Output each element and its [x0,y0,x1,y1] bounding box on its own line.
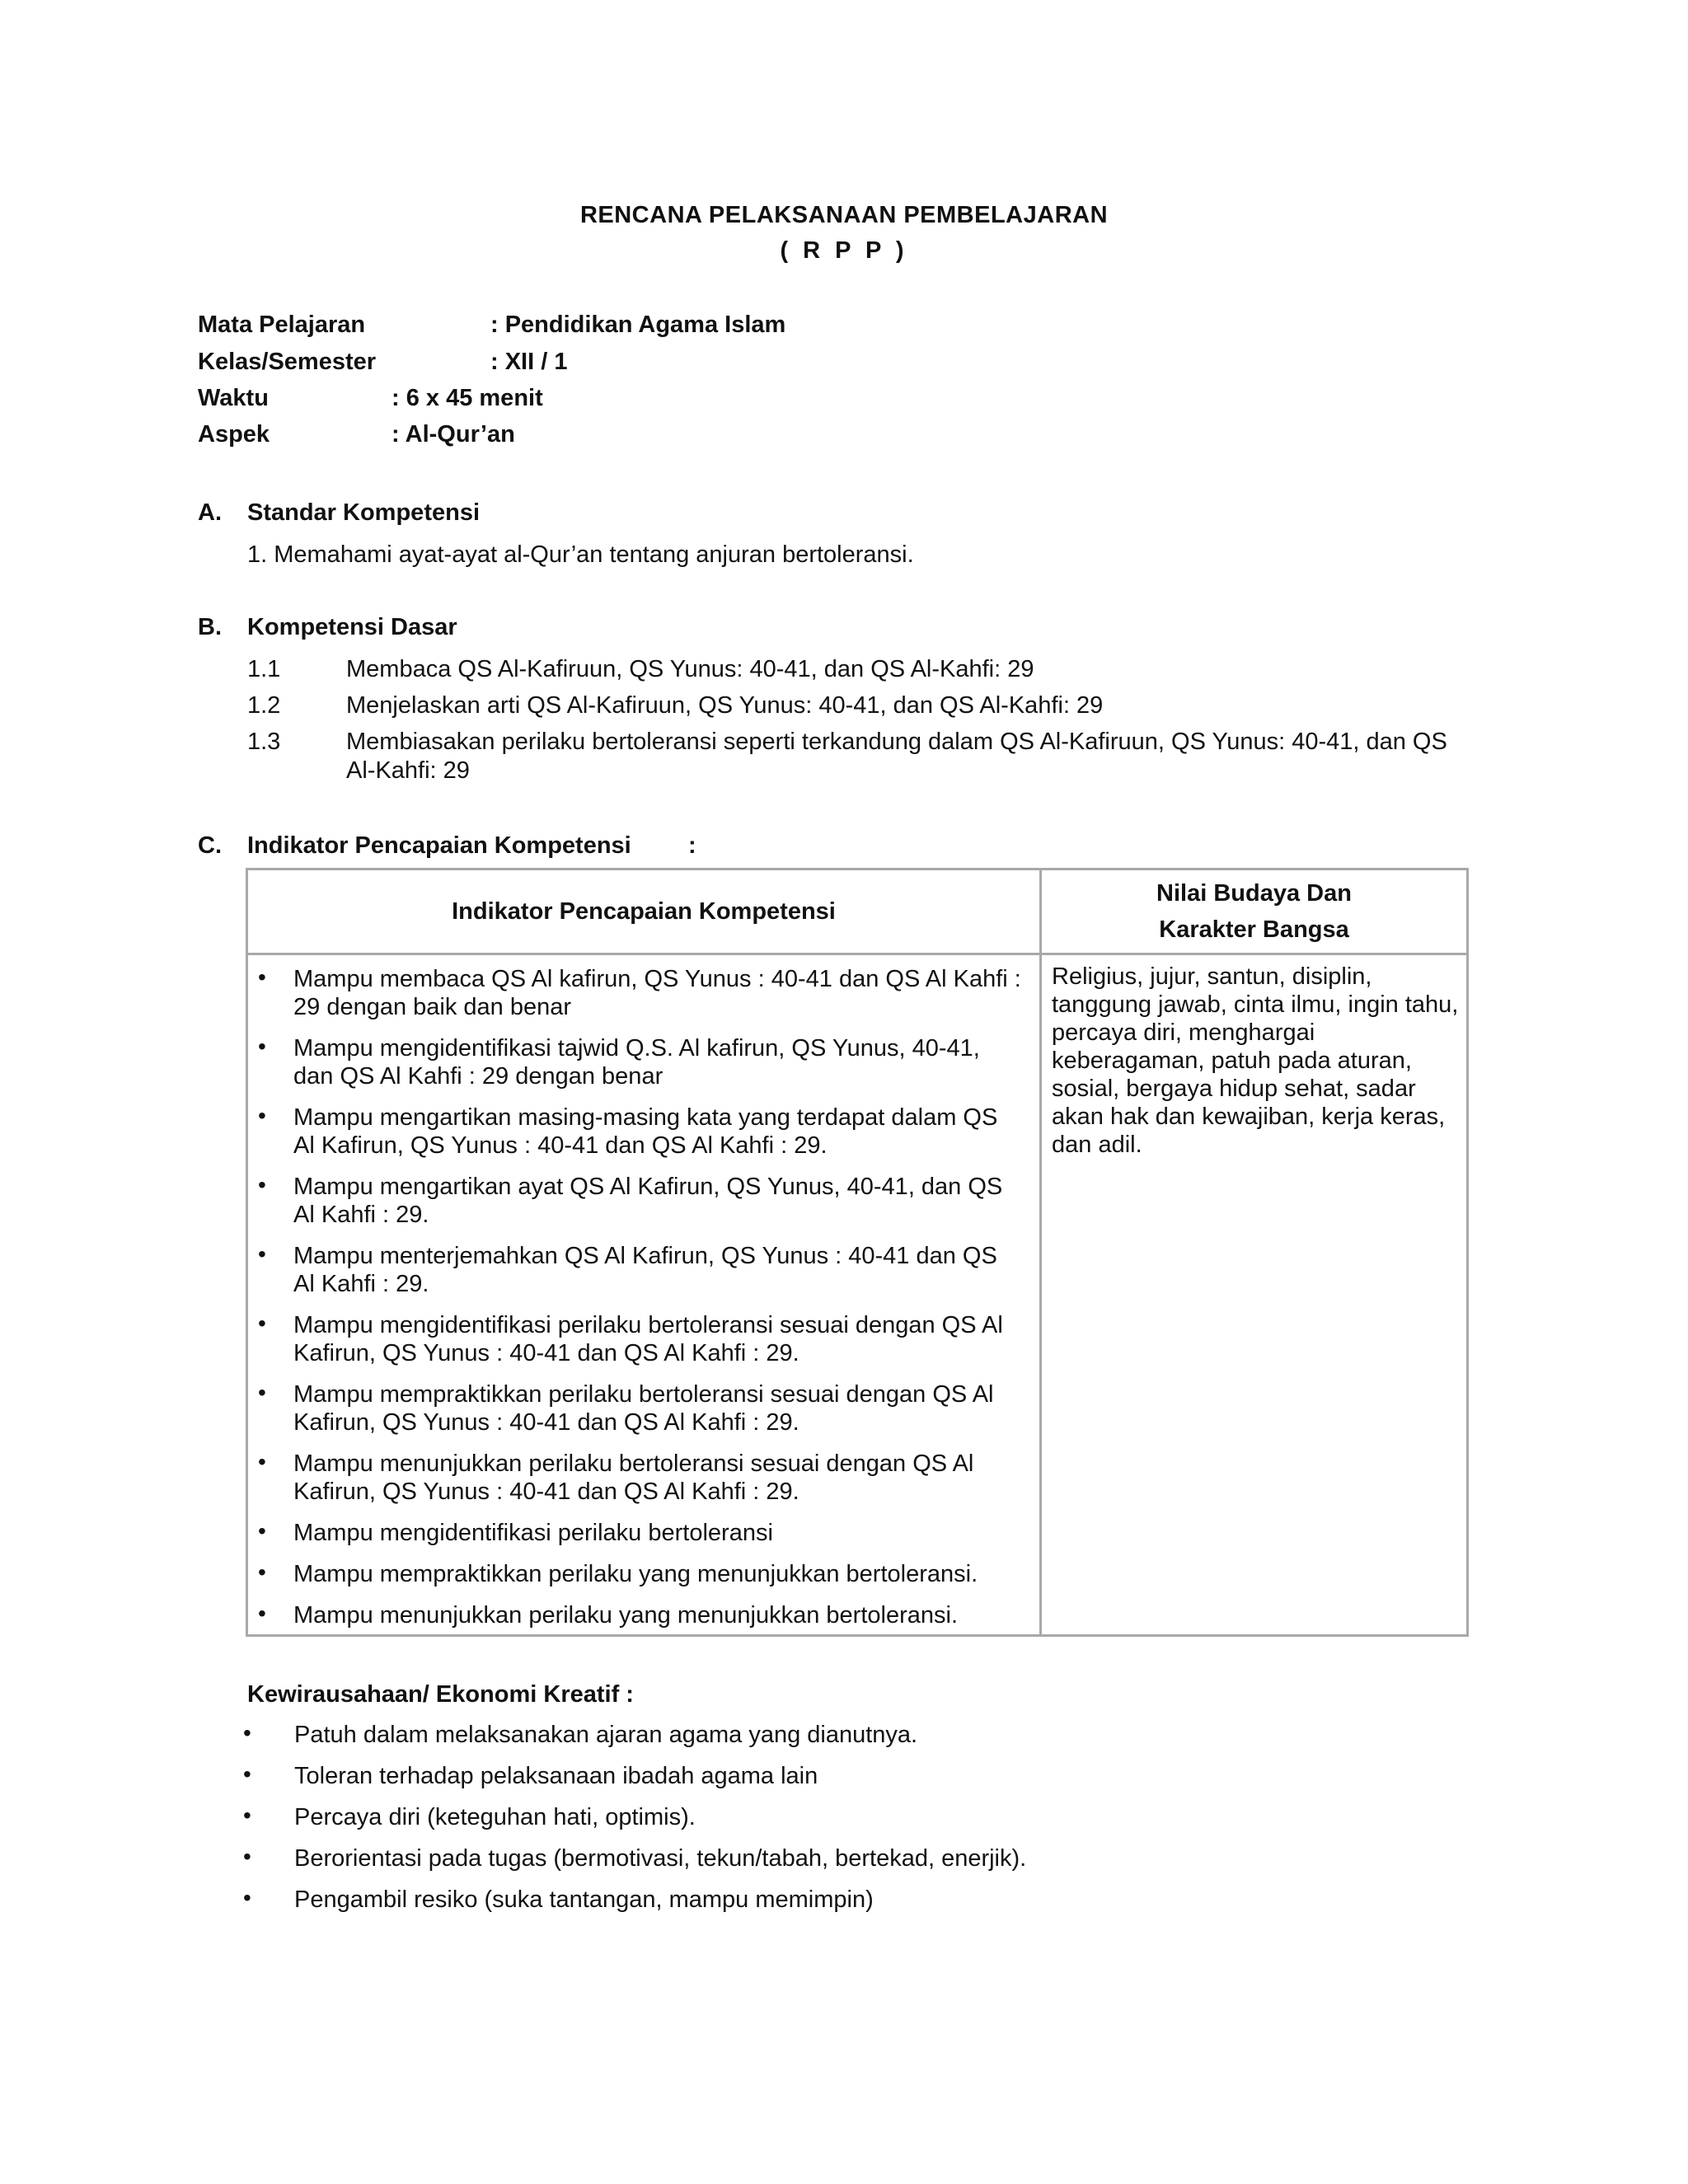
mata-pelajaran-label: Mata Pelajaran [198,312,366,338]
list-item [243,1718,1397,1760]
waktu-label: Waktu [198,385,269,411]
list-item [248,1173,1039,1229]
kompetensi-dasar-item [247,728,1467,785]
indikator-text: Mampu mempraktikkan perilaku bertoleransi sesuai dengan QS Al Kafirun, QS Yunus : 40-41 dan QS Al Kahfi : 29. [293,1381,994,1436]
waktu-value: : 6 x 45 menit [392,385,543,411]
section-b-title: Kompetensi Dasar [247,614,457,640]
list-item [248,965,1039,1021]
list-item [248,1242,1039,1298]
indikator-text: Mampu mengidentifikasi perilaku bertoleransi [293,1520,773,1546]
indikator-text: Mampu mengidentifikasi perilaku bertoleransi sesuai dengan QS Al Kafirun, QS Yunus : 40-41 dan QS Al Kahfi : 29. [293,1312,1003,1366]
kewirausahaan-text: Toleran terhadap pelaksanaan ibadah agama lain [294,1763,818,1789]
table-header-nilai [1042,870,1466,953]
list-item [243,1842,1397,1883]
bullet-icon: • [258,1103,266,1128]
document-subtitle: ( R P P ) [780,237,908,264]
section-b-letter: B. [198,614,222,640]
list-item [248,1311,1039,1367]
indikator-text: Mampu menunjukkan perilaku bertoleransi sesuai dengan QS Al Kafirun, QS Yunus : 40-41 dan QS Al Kahfi : 29. [293,1451,974,1505]
indikator-text: Mampu mengartikan masing-masing kata yang terdapat dalam QS Al Kafirun, QS Yunus : 40-41 dan QS Al Kahfi : 29. [293,1104,998,1159]
table-header-indikator: Indikator Pencapaian Kompetensi [452,898,836,925]
kompetensi-dasar-text: Membiasakan perilaku bertoleransi seperti terkandung dalam QS Al-Kafiruun, QS Yunus: 40-41, dan QS Al-Kahfi: 29 [346,729,1447,784]
bullet-icon: • [258,1241,266,1267]
bullet-icon: • [258,1310,266,1336]
list-item [248,1380,1039,1436]
aspek-label: Aspek [198,421,270,448]
list-item [248,1560,1039,1588]
section-a-title: Standar Kompetensi [247,499,480,526]
kompetensi-dasar-item [247,655,1467,684]
kompetensi-dasar-item [247,691,1467,720]
kompetensi-dasar-number: 1.2 [247,692,281,719]
indikator-text: Mampu mengartikan ayat QS Al Kafirun, QS Yunus, 40-41, dan QS Al Kahfi : 29. [293,1174,1003,1228]
bullet-icon: • [258,1601,266,1626]
table-header-nilai-line2: Karakter Bangsa [1159,916,1349,943]
bullet-icon: • [243,1844,251,1869]
kewirausahaan-list [243,1718,1397,1924]
table-header-nilai-line1: Nilai Budaya Dan [1156,880,1352,907]
indikator-text: Mampu menterjemahkan QS Al Kafirun, QS Yunus : 40-41 dan QS Al Kahfi : 29. [293,1243,997,1297]
indikator-text: Mampu mempraktikkan perilaku yang menunjukkan bertoleransi. [293,1561,978,1587]
bullet-icon: • [258,1033,266,1059]
bullet-icon: • [258,1559,266,1585]
kewirausahaan-text: Patuh dalam melaksanakan ajaran agama yang dianutnya. [294,1722,918,1748]
document-title: RENCANA PELAKSANAAN PEMBELAJARAN [579,202,1109,228]
list-item [243,1883,1397,1924]
list-item [248,1104,1039,1160]
bullet-icon: • [258,1449,266,1474]
bullet-icon: • [258,1172,266,1197]
section-c-title: Indikator Pencapaian Kompetensi [247,832,631,859]
bullet-icon: • [243,1802,251,1828]
kompetensi-dasar-text: Membaca QS Al-Kafiruun, QS Yunus: 40-41, dan QS Al-Kahfi: 29 [346,656,1034,682]
list-item [248,1601,1039,1629]
table-column-divider [1039,870,1042,1634]
bullet-icon: • [243,1761,251,1787]
bullet-icon: • [258,1518,266,1544]
section-c-colon: : [688,832,696,859]
kewirausahaan-text: Pengambil resiko (suka tantangan, mampu memimpin) [294,1886,874,1913]
list-item [248,1519,1039,1547]
indikator-text: Mampu menunjukkan perilaku yang menunjukkan bertoleransi. [293,1602,959,1629]
list-item [243,1801,1397,1842]
list-item [248,1450,1039,1506]
kelas-semester-label: Kelas/Semester [198,349,377,375]
bullet-icon: • [258,964,266,990]
kompetensi-dasar-number: 1.3 [247,729,281,755]
kelas-semester-value: : XII / 1 [490,349,568,375]
kompetensi-dasar-text: Menjelaskan arti QS Al-Kafiruun, QS Yunus: 40-41, dan QS Al-Kahfi: 29 [346,692,1104,719]
section-a-letter: A. [198,499,222,526]
list-item [243,1760,1397,1801]
mata-pelajaran-value: : Pendidikan Agama Islam [490,312,786,338]
bullet-icon: • [243,1720,251,1746]
indikator-list [248,965,1039,1643]
list-item [248,1034,1039,1090]
standar-kompetensi-item: 1. Memahami ayat-ayat al-Qur’an tentang anjuran bertoleransi. [247,541,914,568]
indikator-table [246,868,1469,1637]
aspek-value: : Al-Qur’an [392,421,515,448]
bullet-icon: • [258,1380,266,1405]
kewirausahaan-text: Percaya diri (keteguhan hati, optimis). [294,1804,696,1830]
nilai-budaya-text: Religius, jujur, santun, disiplin, tanggung jawab, cinta ilmu, ingin tahu, percaya diri, menghargai keberagaman, patuh pada aturan, sosial, bergaya hidup sehat, sadar akan hak dan kewajiban, kerja keras, dan adil. [1052,963,1459,1158]
section-c-letter: C. [198,832,222,859]
kewirausahaan-text: Berorientasi pada tugas (bermotivasi, tekun/tabah, bertekad, enerjik). [294,1845,1027,1872]
table-header-divider [248,953,1466,955]
bullet-icon: • [243,1885,251,1910]
kewirausahaan-title: Kewirausahaan/ Ekonomi Kreatif : [247,1681,634,1708]
indikator-text: Mampu mengidentifikasi tajwid Q.S. Al kafirun, QS Yunus, 40-41, dan QS Al Kahfi : 29 dengan benar [293,1035,980,1090]
indikator-text: Mampu membaca QS Al kafirun, QS Yunus : 40-41 dan QS Al Kahfi : 29 dengan baik dan benar [293,966,1021,1020]
kompetensi-dasar-number: 1.1 [247,656,281,682]
